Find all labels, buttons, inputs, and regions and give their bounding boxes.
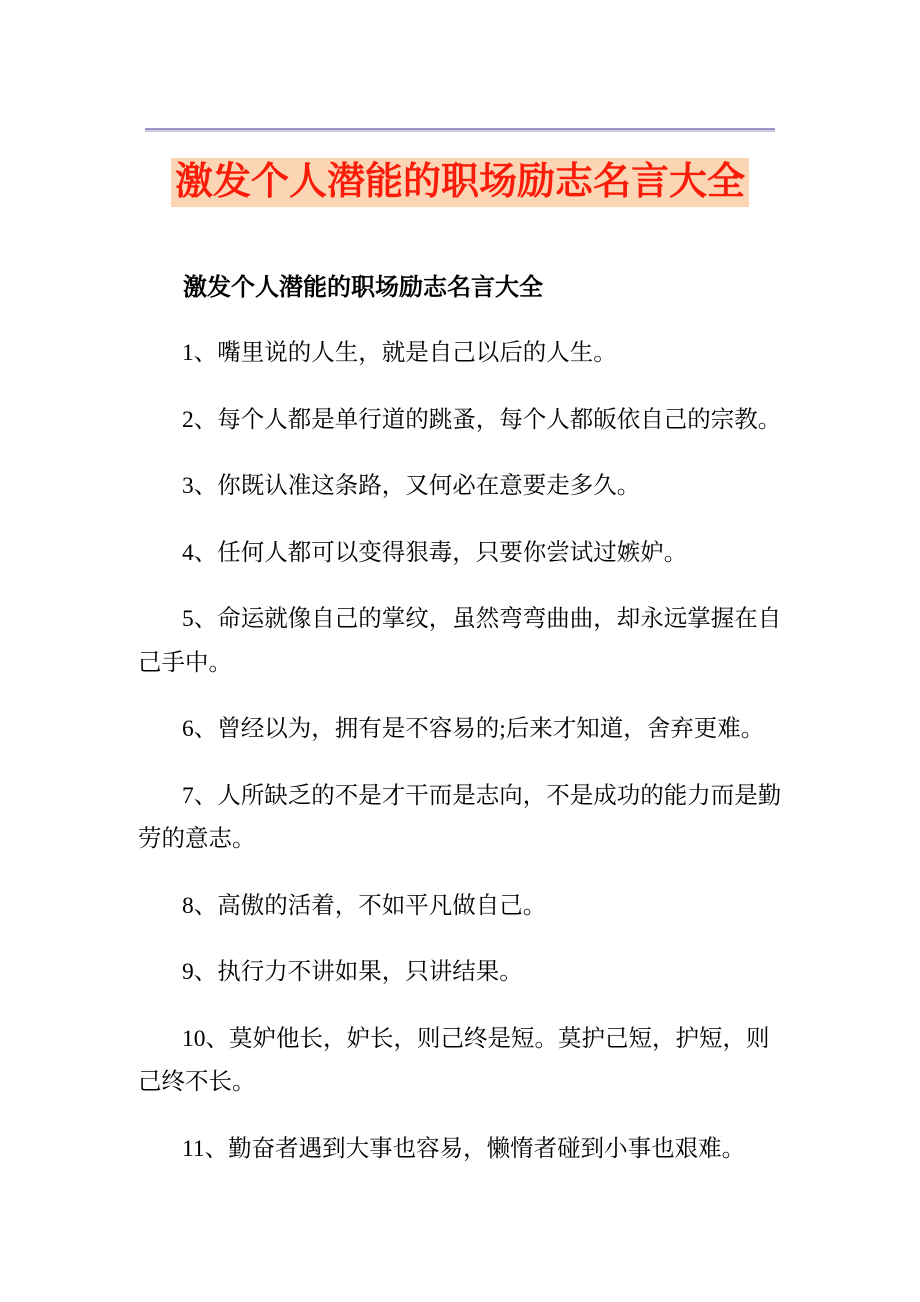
quote-item-6: 6、曾经以为，拥有是不容易的;后来才知道，舍弃更难。 (182, 716, 765, 742)
quote-item-7: 7、人所缺乏的不是才干而是志向，不是成功的能力而是勤劳的意志。 (138, 782, 782, 852)
page-title: 激发个人潜能的职场励志名言大全 (171, 158, 749, 207)
quote-item-1: 1、嘴里说的人生，就是自己以后的人生。 (182, 340, 617, 366)
quote-item-3: 3、你既认准这条路，又何必在意要走多久。 (182, 473, 641, 499)
title-row (0, 158, 920, 207)
horizontal-divider (145, 128, 775, 132)
quote-item-4: 4、任何人都可以变得狠毒，只要你尝试过嫉妒。 (182, 539, 688, 566)
quote-item-11: 11、勤奋者遇到大事也容易，懒惰者碰到小事也艰难。 (182, 1135, 746, 1162)
quote-list (138, 332, 783, 1194)
quote-item-9: 9、执行力不讲如果，只讲结果。 (182, 959, 523, 985)
quote-item-8: 8、高傲的活着，不如平凡做自己。 (182, 892, 547, 919)
quote-item-10: 10、莫妒他长，妒长，则己终是短。莫护己短，护短，则己终不长。 (138, 1025, 770, 1095)
quote-item-5: 5、命运就像自己的掌纹，虽然弯弯曲曲，却永远掌握在自己手中。 (138, 606, 782, 676)
quote-item-2: 2、每个人都是单行道的跳蚤，每个人都皈依自己的宗教。 (182, 406, 782, 433)
document-subtitle: 激发个人潜能的职场励志名言大全 (183, 275, 543, 301)
